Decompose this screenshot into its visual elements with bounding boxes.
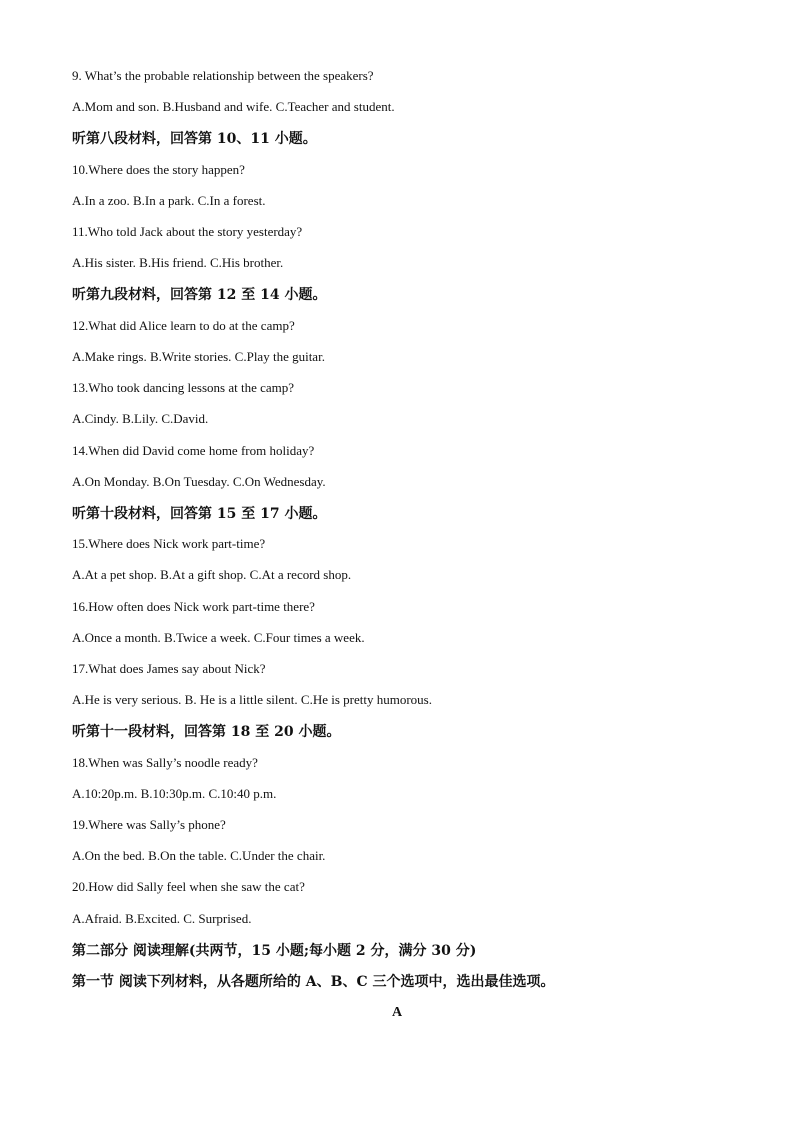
options-17: A.He is very serious. B. He is a little silent. C.He is pretty humorous.	[72, 692, 432, 707]
question-15: 15.Where does Nick work part-time?	[72, 536, 266, 551]
question-20: 20.How did Sally feel when she saw the cat?	[72, 879, 305, 894]
section-heading-8: 听第八段材料，回答第 10、11 小题。	[72, 131, 317, 147]
question-9: 9. What’s the probable relationship between the speakers?	[72, 68, 374, 83]
options-20: A.Afraid. B.Excited. C. Surprised.	[72, 911, 252, 926]
options-15: A.At a pet shop. B.At a gift shop. C.At a record shop.	[72, 567, 352, 582]
question-14: 14.When did David come home from holiday?	[72, 443, 315, 458]
options-19: A.On the bed. B.On the table. C.Under the chair.	[72, 848, 326, 863]
passage-label: A	[391, 1005, 403, 1020]
options-9: A.Mom and son. B.Husband and wife. C.Teacher and student.	[72, 99, 395, 114]
section-one-instructions: 第一节 阅读下列材料，从各题所给的 A、B、C 三个选项中，选出最佳选项。	[72, 974, 555, 990]
options-16: A.Once a month. B.Twice a week. C.Four times a week.	[72, 630, 365, 645]
options-11: A.His sister. B.His friend. C.His brother.	[72, 255, 284, 270]
question-11: 11.Who told Jack about the story yesterday?	[72, 224, 303, 239]
options-14: A.On Monday. B.On Tuesday. C.On Wednesday.	[72, 474, 326, 489]
options-18: A.10:20p.m. B.10:30p.m. C.10:40 p.m.	[72, 786, 277, 801]
part-two-heading: 第二部分 阅读理解(共两节，15 小题;每小题 2 分，满分 30 分)	[72, 943, 477, 959]
question-12: 12.What did Alice learn to do at the camp?	[72, 318, 295, 333]
question-17: 17.What does James say about Nick?	[72, 661, 266, 676]
question-19: 19.Where was Sally’s phone?	[72, 817, 226, 832]
options-12: A.Make rings. B.Write stories. C.Play the guitar.	[72, 349, 325, 364]
section-heading-11: 听第十一段材料，回答第 18 至 20 小题。	[72, 724, 341, 740]
options-13: A.Cindy. B.Lily. C.David.	[72, 411, 209, 426]
question-18: 18.When was Sally’s noodle ready?	[72, 755, 258, 770]
question-16: 16.How often does Nick work part-time there?	[72, 599, 315, 614]
question-13: 13.Who took dancing lessons at the camp?	[72, 380, 295, 395]
question-10: 10.Where does the story happen?	[72, 162, 245, 177]
options-10: A.In a zoo. B.In a park. C.In a forest.	[72, 193, 266, 208]
section-heading-10: 听第十段材料，回答第 15 至 17 小题。	[72, 506, 327, 522]
section-heading-9: 听第九段材料，回答第 12 至 14 小题。	[72, 287, 327, 303]
